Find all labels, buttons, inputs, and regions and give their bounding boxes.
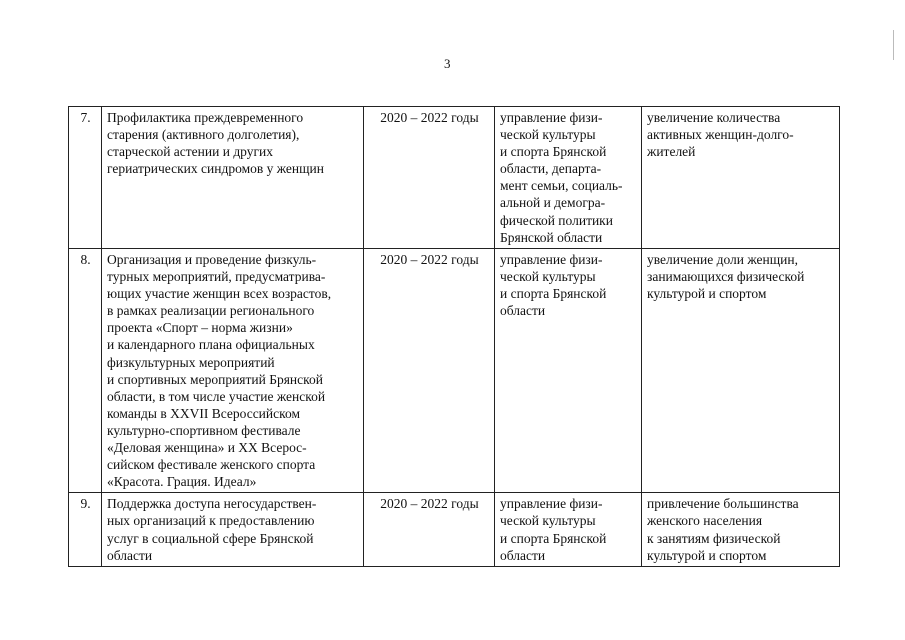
executor-cell — [495, 107, 642, 249]
executor-cell-line: Брянской области — [500, 229, 603, 245]
period-cell: 2020 – 2022 годы — [364, 249, 495, 493]
executor-cell-line: ческой культуры — [500, 513, 596, 529]
executor-cell-line: управление физи- — [500, 252, 603, 267]
result-cell-line: культурой и спортом — [647, 547, 767, 563]
result-cell-line: культурой и спортом — [647, 286, 767, 302]
row-number: 9. — [69, 493, 102, 566]
executor-cell-line: мент семьи, социаль- — [500, 178, 623, 194]
executor-cell-line: ческой культуры — [500, 269, 596, 285]
measure-cell-line: старческой астении и других — [107, 144, 274, 160]
result-cell-line: увеличение доли женщин, — [647, 252, 798, 267]
result-cell — [642, 107, 840, 249]
executor-cell-line: управление физи- — [500, 110, 603, 125]
executor-cell-line: и спорта Брянской — [500, 144, 607, 160]
measure-cell-line: «Деловая женщина» и XX Всерос- — [107, 440, 307, 456]
table-row — [69, 107, 840, 249]
executor-cell — [495, 493, 642, 566]
measure-cell-line: Профилактика преждевременного — [107, 110, 304, 125]
result-cell-line: увеличение количества — [647, 110, 781, 125]
measure-cell-line: и календарного плана официальных — [107, 337, 315, 353]
measure-cell — [102, 493, 364, 566]
measure-cell-line: физкультурных мероприятий — [107, 354, 275, 370]
table-row — [69, 249, 840, 493]
result-cell-line: привлечение большинства — [647, 496, 799, 512]
measure-cell-line: гериатрических синдромов у женщин — [107, 161, 324, 177]
page-number: 3 — [444, 56, 451, 71]
measures-table — [68, 106, 840, 567]
result-cell-line: жителей — [647, 144, 696, 160]
measure-cell-line: ных организаций к предоставлению — [107, 513, 315, 529]
result-cell — [642, 249, 840, 493]
result-cell-line: женского населения — [647, 513, 763, 529]
executor-cell — [495, 249, 642, 493]
row-number: 7. — [69, 107, 102, 249]
executor-cell-line: управление физи- — [500, 496, 603, 512]
measure-cell-line: Поддержка доступа негосударствен- — [107, 496, 317, 512]
result-cell-line: к занятиям физической — [647, 530, 781, 546]
period-cell: 2020 – 2022 годы — [364, 493, 495, 566]
result-cell — [642, 493, 840, 566]
measure-cell-line: области, в том числе участие женской — [107, 388, 326, 404]
executor-cell-line: области — [500, 547, 546, 563]
measure-cell-line: команды в XXVII Всероссийском — [107, 405, 301, 421]
row-number: 8. — [69, 249, 102, 493]
measure-cell-line: проекта «Спорт – норма жизни» — [107, 320, 293, 336]
measure-cell-line: области — [107, 547, 153, 563]
measure-cell-line: старения (активного долголетия), — [107, 127, 300, 143]
executor-cell-line: фической политики — [500, 212, 613, 228]
table-row — [69, 493, 840, 566]
scan-edge-mark — [893, 30, 894, 60]
result-cell-line: занимающихся физической — [647, 269, 805, 285]
measure-cell-line: культурно-спортивном фестивале — [107, 422, 301, 438]
measure-cell-line: и спортивных мероприятий Брянской — [107, 371, 323, 387]
executor-cell-line: и спорта Брянской — [500, 286, 607, 302]
measure-cell-line: сийском фестивале женского спорта — [107, 457, 316, 473]
measure-cell — [102, 107, 364, 249]
result-cell-line: активных женщин-долго- — [647, 127, 794, 143]
measure-cell-line: ющих участие женщин всех возрастов, — [107, 286, 332, 302]
measure-cell-line: в рамках реализации регионального — [107, 303, 315, 319]
measure-cell — [102, 249, 364, 493]
executor-cell-line: и спорта Брянской — [500, 530, 607, 546]
executor-cell-line: области — [500, 303, 546, 319]
measure-cell-line: услуг в социальной сфере Брянской — [107, 530, 314, 546]
period-cell: 2020 – 2022 годы — [364, 107, 495, 249]
measure-cell-line: Организация и проведение физкуль- — [107, 252, 317, 267]
executor-cell-line: области, департа- — [500, 161, 602, 177]
executor-cell-line: альной и демогра- — [500, 195, 606, 211]
measure-cell-line: турных мероприятий, предусматрива- — [107, 269, 326, 285]
executor-cell-line: ческой культуры — [500, 127, 596, 143]
measure-cell-line: «Красота. Грация. Идеал» — [107, 474, 257, 490]
